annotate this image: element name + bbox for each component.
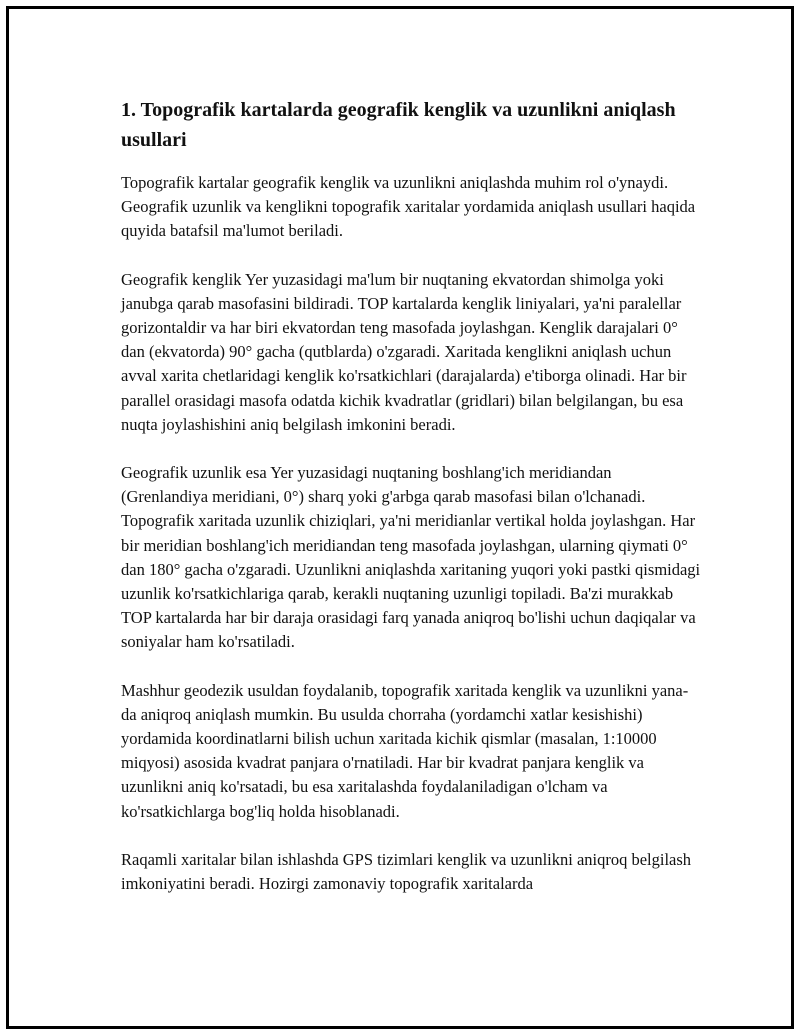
paragraph-gps: Raqamli xaritalar bilan ishlashda GPS tizimlari kenglik va uzunlikni aniqroq belgilash imkoniyatini beradi. Hozirgi zamonaviy topografik xaritalarda: [121, 849, 692, 894]
paragraph-geodetic-method: Mashhur geodezik usuldan foydalanib, topografik xaritada kenglik va uzunlikni yana-da aniqroq aniqlash mumkin. Bu usulda chorraha (yordamchi xatlar kesishishi) yordamida koordinatlarni bilish uchun xaritada kichik qismlar (masalan, 1:10000 miqyosi) asosida kvadrat panjara o'rnatiladi. Har bir kvadrat panjara kenglik va uzunlikni aniq ko'rsatadi, bu esa xaritalashda foydalaniladigan o'lcham va ko'rsatkichlarga bog'liq holda hisoblanadi.: [121, 680, 689, 821]
document-body: [121, 95, 701, 920]
paragraph-longitude: Geografik uzunlik esa Yer yuzasidagi nuqtaning boshlang'ich meridiandan (Grenlandiya meridiani, 0°) sharq yoki g'arbga qarab masofasi bilan o'lchanadi. Topografik xaritada uzunlik chiziqlari, ya'ni meridianlar vertikal holda joylashgan. Har bir meridian boshlang'ich meridiandan teng masofada joylashgan, ularning qiymati 0° dan 180° gacha o'zgaradi. Uzunlikni aniqlashda xaritaning yuqori yoki pastki qismidagi uzunlik ko'rsatkichlariga qarab, kerakli nuqtaning uzunligi topiladi. Ba'zi murakkab TOP kartalarda har bir daraja orasidagi farq yanada aniqroq bo'lishi uchun daqiqalar va soniyalar ham ko'rsatiladi.: [121, 463, 701, 652]
document-page: [6, 6, 794, 1029]
section-heading: 1. Topografik kartalarda geografik kenglik va uzunlikni aniqlash usullari: [121, 99, 676, 151]
paragraph-latitude: Geografik kenglik Yer yuzasidagi ma'lum bir nuqtaning ekvatordan shimolga yoki janubga qarab masofasini bildiradi. TOP kartalarda kenglik liniyalari, ya'ni paralellar gorizontaldir va har biri ekvatordan teng masofada joylashgan. Kenglik darajalari 0° dan (ekvatorda) 90° gacha (qutblarda) o'zgaradi. Xaritada kenglikni aniqlash uchun avval xarita chetlaridagi kenglik ko'rsatkichlari (darajalarda) e'tiborga olinadi. Har bir parallel orasidagi masofa odatda kichik kvadratlar (gridlari) bilan belgilangan, bu esa nuqta joylashishini aniq belgilash imkonini beradi.: [121, 269, 687, 434]
paragraph-intro: Topografik kartalar geografik kenglik va uzunlikni aniqlashda muhim rol o'ynaydi. Geografik uzunlik va kenglikni topografik xaritalar yordamida aniqlash usullari haqida quyida batafsil ma'lumot beriladi.: [121, 173, 696, 241]
